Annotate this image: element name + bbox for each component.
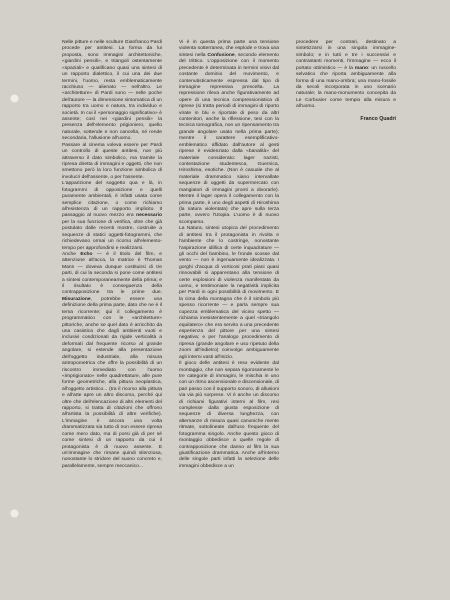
paragraph: Il gioco delle antitesi è reso evidente dal montaggio, che non separa rigorosamente le tre categorie di immagini, le mischia in uno con un ritmo ascensionale e discensionale, di pari passo con il supporto sonoro, di allusioni via via più sorprese. Vi è anche un discorso di richiami figurativi interni al film, resi complesse dalla giusta esposizione di sequenze di diversa lunghezza, con alternanze di misura quasi canoniche mente ritmate, sottolineate dall'uso frequente del fotogramma singolo. Anche questo gioco di montaggio obbedisce a quelle regole di contrapposizione che danno al film la sua giustificazione drammatica. Anche all'interno delle singole parti infatti la selezione delle immagini obbedisce a un xyxy=(179,361,279,469)
paragraph: procedere per contrari, destinato a sintetizzarsi in una singola immagine-simbolo; e in tutti e tre i successivi e contrastanti momenti, l'immagine — ecco il portato ottimistico — è la mano: un ruscello selvatico che riporta ambiguamente alla forma di una mano-ombra; una mano-fossile da secoli incorporata in uno scenario naturale; la mano-monumento concepita da Le Corbusier come tempio alla misura e all'uomo. xyxy=(296,40,396,110)
paragraph: Anche Echo — è il titolo del film, e attenzione all'acca, la matrice è Thomas Mann — doveva dunque costituirsi di tre parti, di cui la seconda si pone come antitesi a sintesi contemporaneamente della prima; e il risultato è conseguenza della contrapposizione tra le prime due. Misurazione, potrebbe essere una definizione della prima parte, dato che ne è il tema ricorrente; qui il collegamento è programmatico con le «architetture» pittoriche, anche se quel dato è arricchito da una casistica che dagli ambienti vuoti e inclusivi condizionati da rigide verticalità a deformati dal frequente ricorso al grande angolare, si estende alla presentazione dell'oggetto industriale, alla misura antropometrica che offre la possibilità di un riscontro immediato con l'uomo «imprigionato» nelle quadrettature, alle pure forme geometriche, alla pittura neoplastica, all'oggetto artistico... (tra il ricorso alla pittura e all'arte apre un altro discorso, perché qui oltre che dell'elencazione di altri elementi del rapporto, si tratta di citazioni che offrono all'artista la possibilità di altre verifiche). L'immagine è ancora una volta drammatizzata sia tutto di non essere ripresa come mero dato, ma di porsi già di per sé come sintesi di un rapporto da cui il protagonista è di nuovo assente. E un'immagine che rimane quindi silenziosa, nonostante lo stridore del suono concreto e, parallelamente, sempre meccanico... xyxy=(62,251,162,469)
paragraph: La Natura, sintesi utopica del procedimento di antitesi tra il protagonista in rivolta e l'ambiente che lo costringe, nonostante l'aspirazione idillica di certe inquadrature — gli occhi del bambino, le fronde scosse dal vento — non è ingenuamente idealizzata. I gorghi d'acqua di vorticosi prati piani quasi rinnovabili si apparentano alla tensione di certe esplosioni di violenza manifestata da uomo, e testimoniare la negatività implicita per Pardi in ogni possibilità di movimento. E la cima della montagna che è il simbolo più spesso ricorrente — e parla sempre sua cupezza emblematica del vicino spetto — richiama inesistentemente a quel «triangolo equilatero» che era servito a una precedente esperienza del pittore per una sintesi negativa; e per l'analogo procedimento di ripresa (grande angolare e uso ripetuto della zoom all'indietro) coinvolge ambiguamente agli interni vasti all'inizio. xyxy=(179,226,279,360)
author-signature: Franco Quadri xyxy=(360,115,396,122)
text-column-left xyxy=(62,40,162,470)
text-column-right xyxy=(296,40,396,122)
punch-hole xyxy=(10,509,19,518)
bold-term: Misurazione xyxy=(62,296,91,302)
paragraph: Nelle pitture e nelle sculture Gianfranco Pardi procede per antitesi. La forma da lui proposta, sono immagini architettoniche, «giardini pensili», e triangoli ostentamente «spaziali» e qualificano quasi una sintesi di un rapporto dialettico, il cui una dei due termini, l'uomo, resta emblematicamente racchiuso — alienato — nell'altro. Le «architetture» di Pardi sono — nelle poche dell'autore — la dimensione sintomatica di un rapporto tra uomo e natura, tra individuo e società. In cui il «personaggio significativo» è assente; così nei «giardini pensili» la presenza dell'elemento prigioniero, quello naturale, sottende e non cancella, né rende secondaria, l'allusione all'uomo. xyxy=(62,40,162,142)
paragraph: Passare al cinema voleva essere per Pardi un controllo di queste antitesi, non più attraverso il dato simbolico, ma tramite la ripresa diretta di immagini e oggetti, che non smettono però la loro funzione simbolica di involucri dell'assente, o per l'assente. xyxy=(62,142,162,180)
bold-term: Confusione xyxy=(207,52,235,58)
bold-term: Echo xyxy=(80,251,93,257)
paragraph: L'apparizione del soggetto qua e là, in fotogrammi di opposizione e quelli puramente ambientali, è infatti usata come semplice citazione, o come richiamo all'esistenza di un rapporto implicito. Il passaggio al nuovo mezzo era necessario per la sua funzione di verifica, oltre che già postulato dalle recenti mostre, costruite a sequenze di statici oggetti-fotogrammi, che richiedevano ormai un ricorso all'elemento-tempo per approfondirsi e realizzarsi. xyxy=(62,181,162,251)
bold-term: necessario xyxy=(136,213,162,219)
paragraph: Vi è in questa prima parte una tensione violenta sotterranea, che esplode e trova una sintesi nella Confusione, secondo elemento del trittico. L'opposizione con il momento precedente è determinata in termini visivi dal costante dominio del movimento, e contenutisticamente espressa dal tipo di immagine repressiva prescelta. La repressione rileva anche figurativamente ad opere di una tecnica compressionistica di riprese (si tratta periodi di immagini di riporto virate in blu e riportate di peso da altri contenitori, anche la riflessione, tesi con la tecnica tomografica, non un ripensamento tra grande angolare usato nella prima parte); mentre il carattere esemplificativo-emblematico affidato dall'autore al gesti riprese è evidenziato dalla «banalità» del materiale considerato: lager nazisti, contestazione studentesca, Guernica, Hiroshima, esotiche. (Non è casuale che al materiale drammatico siano intervallate sequenze di oggetti da supermercato con mangiatori di immagini pronti a divorarle). Mentre il lager opera il collegamento con la prima parte, è uno degli aspetti di Hiroshima (la natura violentata) che apre sulla terza parte, ovvero l'Utopia. L'uomo è di nuovo scomparso. xyxy=(179,40,280,225)
bold-term: mano xyxy=(354,65,369,71)
text-column-right-body xyxy=(296,40,396,111)
punch-hole xyxy=(10,94,19,103)
text-column-middle xyxy=(179,40,279,470)
